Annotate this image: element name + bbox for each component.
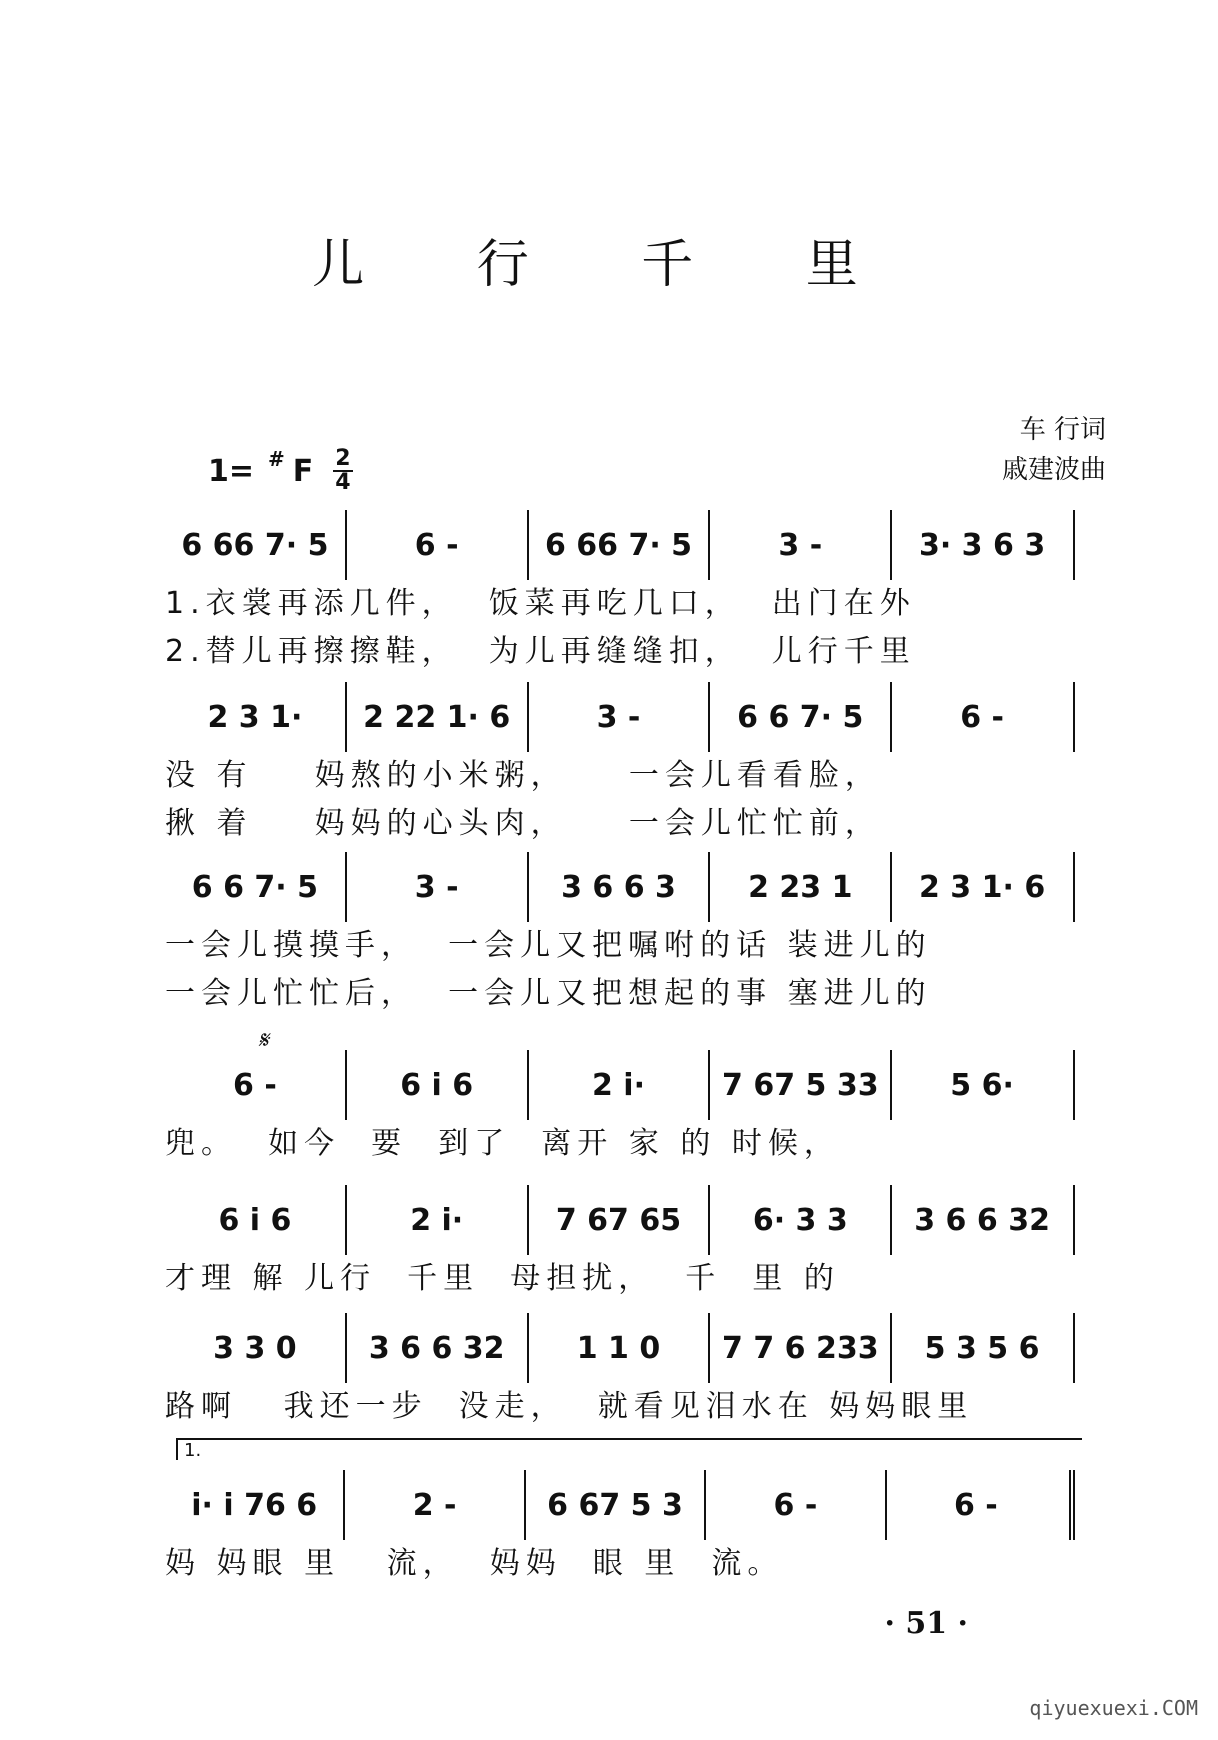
notes-row bbox=[165, 1185, 1075, 1255]
composer: 戚建波曲 bbox=[1001, 455, 1106, 485]
measure: 5 3 5 6 bbox=[890, 1313, 1072, 1383]
volta-label: 1. bbox=[184, 1440, 202, 1461]
time-bottom: 4 bbox=[335, 470, 351, 495]
watermark: qiyuexuexi.COM bbox=[1029, 1696, 1198, 1720]
measure: 6· 3 3 bbox=[708, 1185, 890, 1255]
page-number: · 51 · bbox=[884, 1606, 968, 1641]
measure: 7 7 6 233 bbox=[708, 1313, 890, 1383]
notes-row bbox=[165, 510, 1075, 580]
segno-sign: 𝄋 bbox=[258, 1026, 269, 1054]
notes-row bbox=[165, 1470, 1075, 1540]
system-3 bbox=[165, 852, 1075, 1018]
system-7 bbox=[165, 1470, 1075, 1588]
measure: 3 6 6 32 bbox=[890, 1185, 1072, 1255]
barline bbox=[1072, 1313, 1075, 1383]
system-2 bbox=[165, 682, 1075, 848]
measure: 7 67 65 bbox=[527, 1185, 709, 1255]
lyric-line: 才理 解 儿行 千里 母担扰， 千 里 的 bbox=[165, 1261, 840, 1296]
sharp-sign: # bbox=[268, 447, 285, 471]
measure: 2 i· bbox=[345, 1185, 527, 1255]
system-1 bbox=[165, 510, 1075, 676]
measure: 6 6 7· 5 bbox=[191, 869, 319, 905]
system-5 bbox=[165, 1185, 1075, 1303]
key-note: F bbox=[292, 453, 314, 489]
key-signature bbox=[208, 448, 353, 494]
notes-row bbox=[165, 682, 1075, 752]
measure: 6 - bbox=[345, 510, 527, 580]
measure: 6 67 5 3 bbox=[524, 1470, 704, 1540]
lyric-verse-2: 揪 着 妈妈的心头肉， 一会儿忙忙前， bbox=[165, 806, 881, 841]
measure: 6 - bbox=[890, 682, 1072, 752]
measure: 6 6 7· 5 bbox=[708, 682, 890, 752]
notes-row bbox=[165, 1050, 1075, 1120]
measure: 3 3 0 bbox=[213, 1330, 297, 1366]
measure: 3 - bbox=[708, 510, 890, 580]
lyric-line: 兜。 如今 要 到了 离开 家 的 时候， bbox=[165, 1126, 840, 1161]
measure: 3 6 6 3 bbox=[527, 852, 709, 922]
time-signature bbox=[333, 448, 352, 494]
key-prefix: 1= bbox=[208, 453, 255, 489]
measure: 6 66 7· 5 bbox=[181, 527, 329, 563]
repeat-barline bbox=[1065, 1470, 1075, 1540]
measure: 2 i· bbox=[527, 1050, 709, 1120]
notes-row bbox=[165, 852, 1075, 922]
lyric-verse-2: 2.替儿再擦擦鞋， 为儿再缝缝扣， 儿行千里 bbox=[165, 634, 916, 669]
measure: 3 - bbox=[527, 682, 709, 752]
barline bbox=[1072, 682, 1075, 752]
measure: 6 - bbox=[233, 1067, 277, 1103]
lyric-line: 路啊 我还一步 没走， 就看见泪水在 妈妈眼里 bbox=[165, 1389, 974, 1424]
lyric-verse-1: 没 有 妈熬的小米粥， 一会儿看看脸， bbox=[165, 758, 881, 793]
time-top: 2 bbox=[335, 446, 351, 471]
song-title: 儿 行 千 里 bbox=[312, 235, 906, 295]
measure: 6 i 6 bbox=[218, 1202, 292, 1238]
lyric-verse-1: 1.衣裳再添几件， 饭菜再吃几口， 出门在外 bbox=[165, 586, 916, 621]
measure: 5 6· bbox=[890, 1050, 1072, 1120]
credits bbox=[1002, 410, 1106, 490]
lyric-line: 妈 妈眼 里 流， 妈妈 眼 里 流。 bbox=[165, 1546, 784, 1581]
barline bbox=[1072, 852, 1075, 922]
lyric-verse-1: 一会儿摸摸手， 一会儿又把嘱咐的话 装进儿的 bbox=[165, 928, 932, 963]
measure: 2 23 1 bbox=[708, 852, 890, 922]
measure: i· i 76 6 bbox=[191, 1487, 318, 1523]
measure: 3 - bbox=[345, 852, 527, 922]
measure: 3· 3 6 3 bbox=[890, 510, 1072, 580]
lyricist: 车 行词 bbox=[1019, 415, 1106, 445]
barline bbox=[1072, 510, 1075, 580]
notes-row bbox=[165, 1313, 1075, 1383]
measure: 2 3 1· bbox=[207, 699, 303, 735]
measure: 6 - bbox=[704, 1470, 884, 1540]
measure: 7 67 5 33 bbox=[708, 1050, 890, 1120]
lyric-verse-2: 一会儿忙忙后， 一会儿又把想起的事 塞进儿的 bbox=[165, 976, 932, 1011]
barline bbox=[1072, 1185, 1075, 1255]
barline bbox=[1072, 1050, 1075, 1120]
system-4 bbox=[165, 1050, 1075, 1168]
measure: 3 6 6 32 bbox=[345, 1313, 527, 1383]
measure: 2 22 1· 6 bbox=[345, 682, 527, 752]
measure: 2 3 1· 6 bbox=[890, 852, 1072, 922]
measure: 2 - bbox=[343, 1470, 523, 1540]
measure: 1 1 0 bbox=[527, 1313, 709, 1383]
first-ending-bracket bbox=[176, 1438, 1082, 1460]
measure: 6 i 6 bbox=[345, 1050, 527, 1120]
system-6 bbox=[165, 1313, 1075, 1431]
measure: 6 66 7· 5 bbox=[527, 510, 709, 580]
measure: 6 - bbox=[885, 1470, 1065, 1540]
